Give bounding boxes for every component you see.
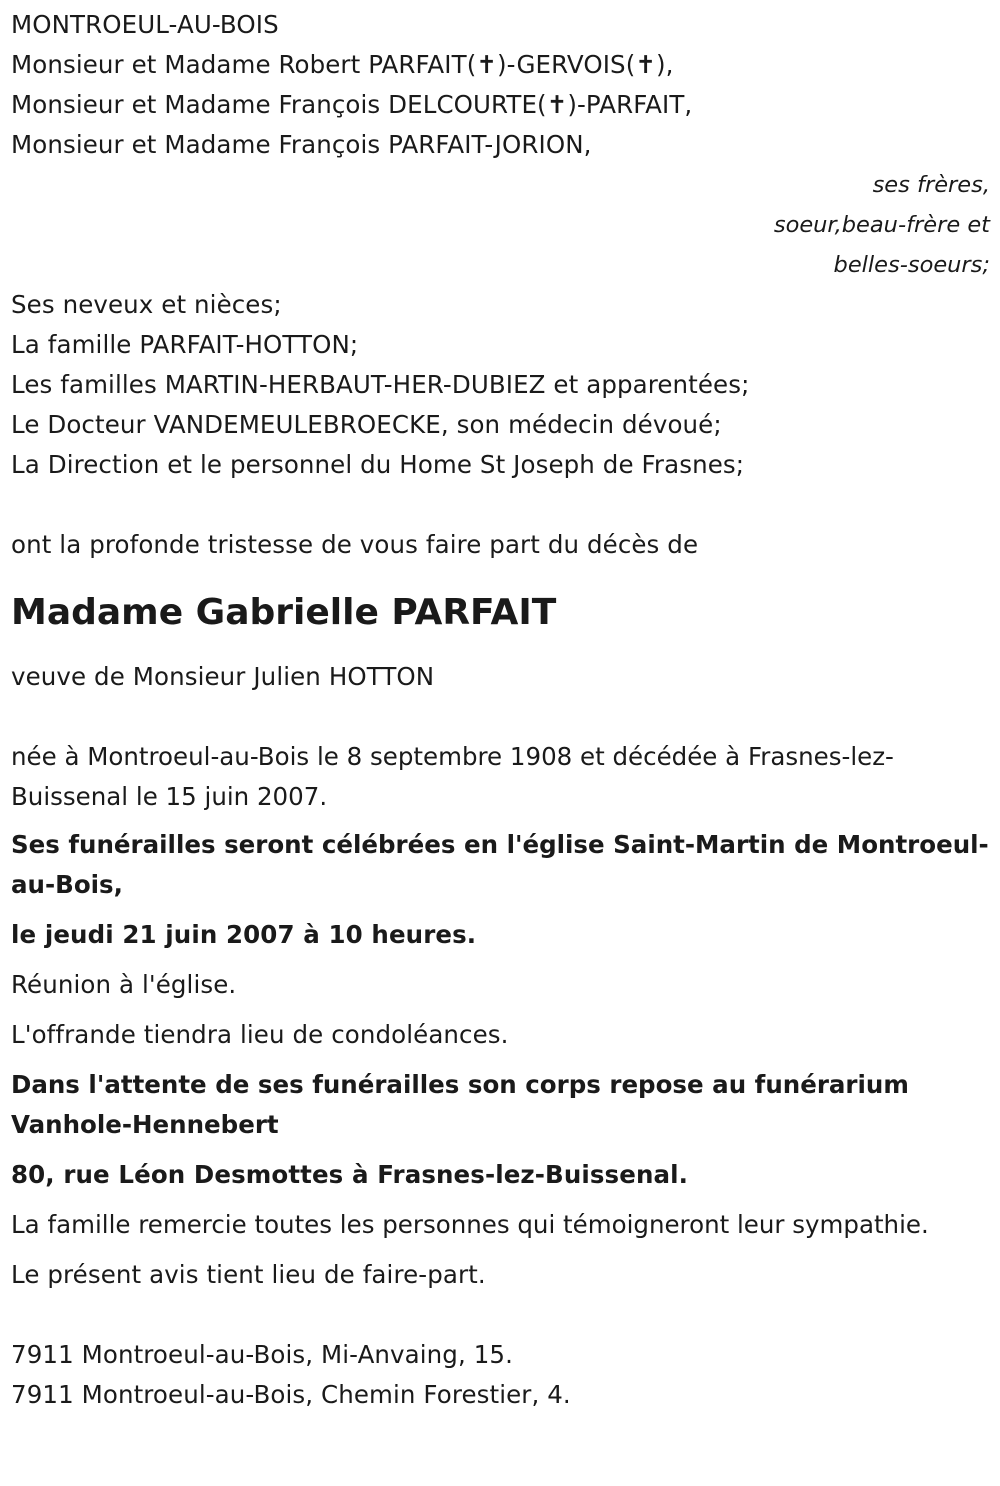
widow-of: veuve de Monsieur Julien HOTTON bbox=[11, 662, 435, 691]
relation-line-1: ses frères, bbox=[872, 172, 990, 198]
others-line-2: La famille PARFAIT-HOTTON; bbox=[11, 330, 359, 359]
address-line-2: 7911 Montroeul-au-Bois, Chemin Forestier, 4. bbox=[11, 1380, 571, 1409]
family-line-3: Monsieur et Madame François PARFAIT-JORION, bbox=[11, 130, 592, 159]
obituary-notice bbox=[11, 0, 990, 1415]
family-line-1: Monsieur et Madame Robert PARFAIT(✝)-GERVOIS(✝), bbox=[11, 50, 674, 79]
others-line-5: La Direction et le personnel du Home St Joseph de Frasnes; bbox=[11, 450, 745, 479]
funeral-address: 80, rue Léon Desmottes à Frasnes-lez-Buissenal. bbox=[11, 1160, 689, 1189]
announcement: ont la profonde tristesse de vous faire part du décès de bbox=[11, 530, 699, 559]
funeral-church: Ses funérailles seront célébrées en l'église Saint-Martin de Montroeul-au-Bois, bbox=[11, 830, 989, 899]
others-line-3: Les familles MARTIN-HERBAUT-HER-DUBIEZ et apparentées; bbox=[11, 370, 750, 399]
birth-death: née à Montroeul-au-Bois le 8 septembre 1908 et décédée à Frasnes-lez-Buissenal le 15 juin 2007. bbox=[11, 742, 894, 811]
relation-line-2: soeur,beau-frère et bbox=[773, 212, 990, 238]
funeral-rest: Dans l'attente de ses funérailles son corps repose au funérarium Vanhole-Hennebert bbox=[11, 1070, 909, 1139]
notice: Le présent avis tient lieu de faire-part. bbox=[11, 1260, 486, 1289]
others-line-1: Ses neveux et nièces; bbox=[11, 290, 282, 319]
funeral-meeting: Réunion à l'église. bbox=[11, 970, 237, 999]
funeral-date: le jeudi 21 juin 2007 à 10 heures. bbox=[11, 920, 477, 949]
place-heading: MONTROEUL-AU-BOIS bbox=[11, 10, 279, 39]
deceased-name: Madame Gabrielle PARFAIT bbox=[11, 592, 557, 633]
others-line-4: Le Docteur VANDEMEULEBROECKE, son médecin dévoué; bbox=[11, 410, 722, 439]
thanks: La famille remercie toutes les personnes qui témoigneront leur sympathie. bbox=[11, 1210, 929, 1239]
address-line-1: 7911 Montroeul-au-Bois, Mi-Anvaing, 15. bbox=[11, 1340, 513, 1369]
relation-line-3: belles-soeurs; bbox=[833, 252, 990, 278]
family-line-2: Monsieur et Madame François DELCOURTE(✝)-PARFAIT, bbox=[11, 90, 693, 119]
funeral-offering: L'offrande tiendra lieu de condoléances. bbox=[11, 1020, 509, 1049]
